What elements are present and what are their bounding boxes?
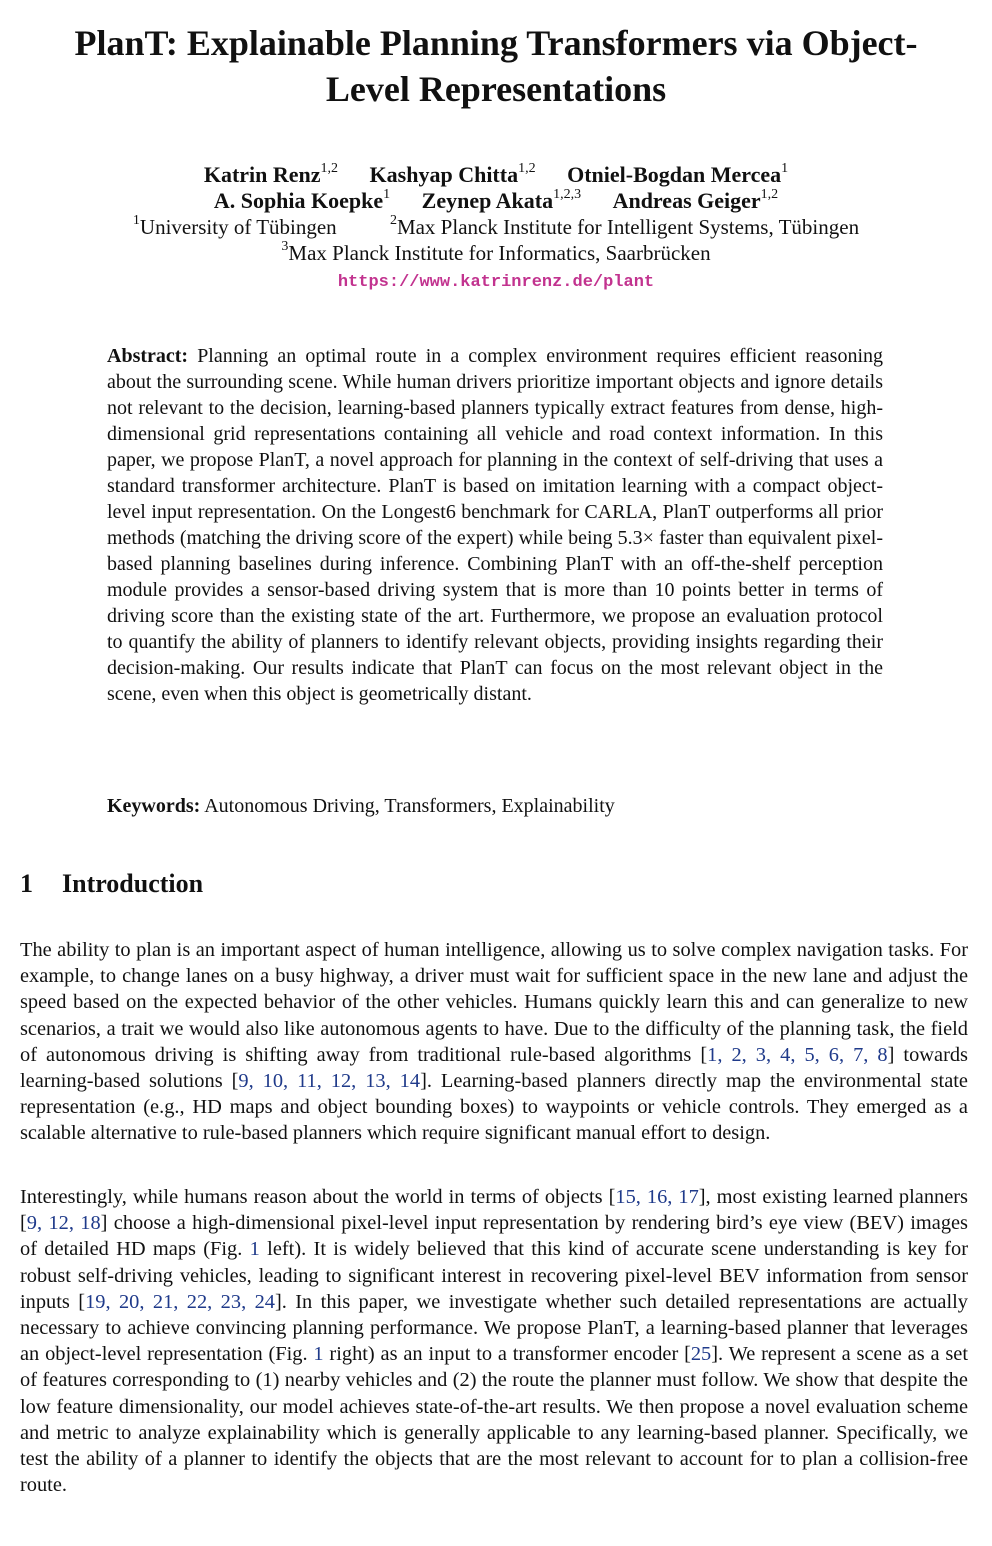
figure-ref-link[interactable]: 1 xyxy=(313,1343,324,1366)
affiliation-line-2 xyxy=(40,240,952,266)
affiliation: $^2$Max Planck Institute for Intelligent Systems, Tübingen xyxy=(389,213,860,239)
author: Katrin Renz$^{1,2}$ xyxy=(203,160,339,187)
citation-link[interactable]: 15, 16, 17 xyxy=(615,1186,699,1208)
url-line xyxy=(40,266,952,296)
abstract xyxy=(107,343,883,707)
author-line-1 xyxy=(40,162,952,188)
citation-link[interactable]: 1, 2, 3, 4, 5, 6, 7, 8 xyxy=(707,1043,888,1066)
keywords-label: Keywords: xyxy=(107,795,201,817)
author-line-2 xyxy=(40,188,952,214)
author: Otniel-Bogdan Mercea$^1$ xyxy=(567,160,789,187)
author: A. Sophia Koepke$^1$ xyxy=(213,186,391,213)
author: Kashyap Chitta$^{1,2}$ xyxy=(369,160,536,187)
author: Zeynep Akata$^{1,2,3}$ xyxy=(421,186,582,213)
author-block xyxy=(40,162,952,296)
figure-ref-link[interactable]: 1 xyxy=(249,1238,260,1261)
section-heading xyxy=(20,866,203,902)
citation-link[interactable]: 19, 20, 21, 22, 23, 24 xyxy=(85,1290,275,1313)
citation-link[interactable]: 9, 10, 11, 12, 13, 14 xyxy=(238,1070,421,1093)
intro-paragraph-2: Interestingly, while humans reason about the world in terms of objects [15, 16, 17], most existing learned planners [9, 12, 18] choose a high-dimensional pixel-level input representation by rendering bird’s eye view (BEV) images of detailed HD maps (Fig. 1 left). It is widely believed that this kind of accurate scene understanding is key for robust self-driving vehicles, leading to significant interest in recovering pixel-level BEV information from sensor inputs [19, 20, 21, 22, 23, 24]. In this paper, we investigate whether such detailed representations are actually necessary to achieve convincing planning performance. We propose PlanT, a learning-based planner that leverages an object-level representation (Fig. 1 right) as an input to a transformer encoder [25]. We represent a scene as a set of features corresponding to (1) nearby vehicles and (2) the route the planner must follow. We show that despite the low feature dimensionality, our model achieves state-of-the-art results. We then propose a novel evaluation scheme and metric to analyze explainability which is generally applicable to any learning-based planner. Specifically, we test the ability of a planner to identify the objects that are the most relevant to account for to plan a collision-free route. xyxy=(20,1186,968,1497)
intro-paragraph-1: The ability to plan is an important aspect of human intelligence, allowing us to solve complex navigation tasks. For example, to change lanes on a busy highway, a driver must wait for sufficient space in the new lane and adjust the speed based on the expected behavior of the other vehicles. Humans quickly learn this and can generalize to new scenarios, a trait we would also like autonomous agents to have. Due to the difficulty of the planning task, the field of autonomous driving is shifting away from traditional rule-based algorithms [1, 2, 3, 4, 5, 6, 7, 8] towards learning-based solutions [9, 10, 11, 12, 13, 14]. Learning-based planners directly map the environmental state representation (e.g., HD maps and object bounding boxes) to waypoints or vehicle controls. They emerged as a scalable alternative to rule-based planners which require significant manual effort to design. xyxy=(20,939,968,1145)
citation-link[interactable]: 9, 12, 18 xyxy=(26,1212,101,1235)
affiliation: $^1$University of Tübingen xyxy=(132,213,337,239)
section-number: 1 xyxy=(20,869,33,898)
citation-link[interactable]: 25 xyxy=(690,1343,712,1366)
affiliation-line-1 xyxy=(40,214,952,240)
author: Andreas Geiger$^{1,2}$ xyxy=(612,186,779,213)
keywords-text: Autonomous Driving, Transformers, Explainability xyxy=(204,795,615,817)
keywords xyxy=(107,793,883,819)
paper-title: PlanT: Explainable Planning Transformers via Object-Level Representations xyxy=(74,23,918,109)
abstract-label: Abstract: xyxy=(107,345,189,367)
section-title: Introduction xyxy=(62,869,204,898)
project-url-link[interactable]: https://www.katrinrenz.de/plant xyxy=(337,273,655,292)
affiliation: $^3$Max Planck Institute for Informatics, Saarbrücken xyxy=(281,239,711,265)
abstract-text: Planning an optimal route in a complex environment requires efficient reasoning about the surrounding scene. While human drivers prioritize important objects and ignore details not relevant to the decision, learning-based planners typically extract features from dense, high-dimensional grid representations containing all vehicle and road context information. In this paper, we propose PlanT, a novel approach for planning in the context of self-driving that uses a standard transformer architecture. PlanT is based on imitation learning with a compact object-level input representation. On the Longest6 benchmark for CARLA, PlanT outperforms all prior methods (matching the driving score of the expert) while being 5.3× faster than equivalent pixel-based planning baselines during inference. Combining PlanT with an off-the-shelf perception module provides a sensor-based driving system that is more than 10 points better in terms of driving score than the existing state of the art. Furthermore, we propose an evaluation protocol to quantify the ability of planners to identify relevant objects, providing insights regarding their decision-making. Our results indicate that PlanT can focus on the most relevant object in the scene, even when this object is geometrically distant. xyxy=(107,345,884,705)
